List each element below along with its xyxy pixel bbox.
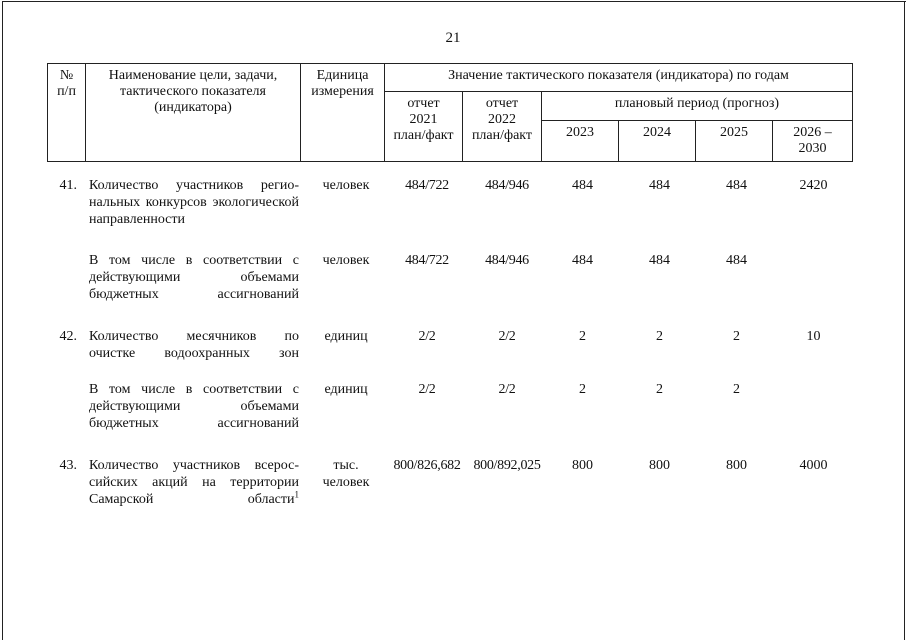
value-2021: 484/722 [405, 178, 449, 193]
unit-value: человек [322, 178, 370, 193]
value-2026-2030: 2420 [799, 178, 828, 193]
scan-frame-right [904, 1, 905, 640]
value-2025: 2 [733, 329, 740, 344]
value-2024: 484 [649, 178, 670, 193]
page-number: 21 [445, 30, 461, 46]
header-year-2025: 2025 [696, 121, 773, 162]
value-2022: 484/946 [485, 178, 529, 193]
row-number: 43. [59, 458, 77, 473]
value-2024: 2 [656, 382, 663, 397]
value-2023: 2 [579, 329, 586, 344]
value-2021: 2/2 [418, 382, 436, 397]
unit-value: единиц [324, 329, 368, 344]
value-2021: 800/826,682 [393, 458, 461, 473]
indicator-name: В том числе в соответствии с действующими объемами бюджетных ассигнований [89, 253, 299, 302]
value-2025: 484 [726, 178, 747, 193]
row-number: 42. [59, 329, 77, 344]
header-name: Наименование цели, задачи, тактического показателя (индикатора) [86, 64, 301, 162]
value-2025: 2 [733, 382, 740, 397]
value-2023: 484 [572, 178, 593, 193]
indicator-name: Количество месячников по очистке водоохранных зон [89, 329, 299, 361]
unit-value: единиц [324, 382, 368, 397]
indicator-name: В том числе в соответствии с действующими объемами бюджетных ассигнований [89, 382, 299, 431]
header-year-2024: 2024 [619, 121, 696, 162]
value-2024: 800 [649, 458, 670, 473]
value-2026-2030: 10 [806, 329, 821, 344]
unit-value: тыс. человек [322, 458, 370, 490]
header-year-2023: 2023 [542, 121, 619, 162]
value-2021: 2/2 [418, 329, 436, 344]
value-2022: 2/2 [498, 329, 516, 344]
scan-frame-left [2, 1, 3, 640]
indicator-name: Количество участников региональных конкурсов экологической направленности [89, 178, 299, 227]
header-planned-period: плановый период (прогноз) [542, 92, 853, 121]
value-2024: 484 [649, 253, 670, 268]
value-2025: 800 [726, 458, 747, 473]
footnote-mark: 1 [294, 489, 299, 500]
value-2025: 484 [726, 253, 747, 268]
unit-value: человек [322, 253, 370, 268]
header-values-group: Значение тактического показателя (индикатора) по годам [385, 64, 853, 92]
value-2023: 2 [579, 382, 586, 397]
value-2021: 484/722 [405, 253, 449, 268]
value-2022: 484/946 [485, 253, 529, 268]
header-num: № п/п [48, 64, 86, 162]
indicator-table-header [47, 63, 853, 162]
indicator-name: Количество участников всероссийских акций на территории Самарской области$^1$ [89, 458, 299, 507]
value-2026-2030: 4000 [799, 458, 828, 473]
row-number: 41. [59, 178, 77, 193]
value-2023: 484 [572, 253, 593, 268]
header-unit: Единица измерения [301, 64, 385, 162]
value-2024: 2 [656, 329, 663, 344]
value-2023: 800 [572, 458, 593, 473]
value-2022: 800/892,025 [473, 458, 541, 473]
header-year-2026-2030: 2026 – 2030 [773, 121, 853, 162]
scan-frame-top [2, 1, 906, 2]
value-2022: 2/2 [498, 382, 516, 397]
header-report-2021: отчет 2021 план/факт [385, 92, 463, 162]
header-report-2022: отчет 2022 план/факт [463, 92, 542, 162]
